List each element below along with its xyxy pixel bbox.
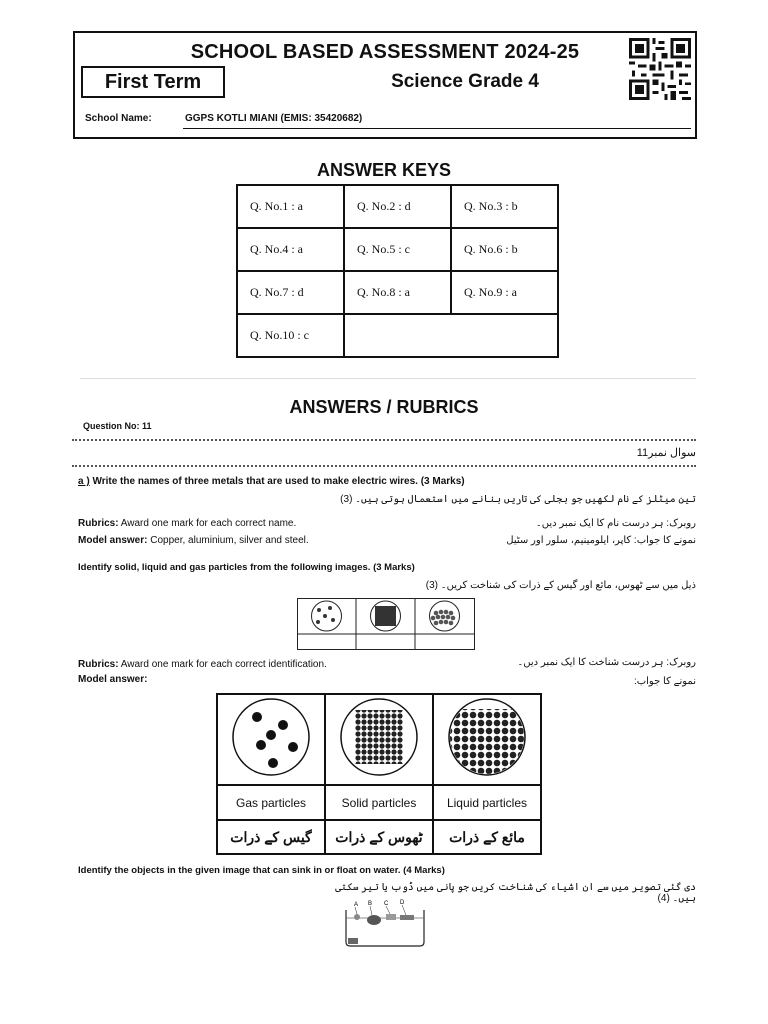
table-row bbox=[217, 785, 541, 820]
question-c-text: Identify the objects in the given image that can sink in or float on water. (4 Marks) bbox=[78, 865, 445, 876]
solid-particles-image bbox=[325, 694, 433, 785]
question-a-urdu: تین میٹلز کے نام لکھیں جو بجلی کی تاریں بنانے میں استعمال ہوتی ہیں۔ (3) bbox=[340, 494, 696, 505]
table-row bbox=[217, 694, 541, 785]
question-b-urdu: ذیل میں سے ٹھوس، مائع اور گیس کے ذرات کی شناخت کریں۔ (3) bbox=[425, 580, 696, 591]
water-tank-image bbox=[342, 898, 428, 948]
gas-particles-label: Gas particles bbox=[217, 785, 325, 820]
rubrics-label: Rubrics: bbox=[78, 518, 119, 529]
section-divider bbox=[80, 378, 696, 379]
qr-code-icon bbox=[629, 36, 691, 102]
document-title: SCHOOL BASED ASSESSMENT 2024-25 bbox=[190, 41, 580, 63]
question-c-urdu: دی گئی تصویر میں سے ان اشیاء کی شناخت کریں جو پانی میں ڈوب یا تیر سکتی ہیں۔ (4) bbox=[335, 882, 696, 904]
table-row bbox=[237, 228, 558, 271]
answers-rubrics-title: ANSWERS / RUBRICS bbox=[289, 397, 479, 417]
school-name-label: School Name: bbox=[85, 113, 152, 124]
answer-key-cell: Q. No.1 : a bbox=[237, 185, 344, 228]
gas-particles-image bbox=[217, 694, 325, 785]
question-b-text: Identify solid, liquid and gas particles from the following images. (3 Marks) bbox=[78, 562, 415, 573]
answer-key-cell: Q. No.6 : b bbox=[451, 228, 558, 271]
rubrics-b-urdu: روبرک: ہر درست شناخت کا ایک نمبر دیں۔ bbox=[517, 657, 696, 668]
answer-key-cell: Q. No.4 : a bbox=[237, 228, 344, 271]
question-a-text bbox=[78, 476, 465, 487]
school-name-value: GGPS KOTLI MIANI (EMIS: 35420682) bbox=[185, 113, 363, 124]
dotted-divider bbox=[72, 465, 696, 467]
model-answer-a bbox=[78, 535, 309, 546]
answer-key-cell: Q. No.2 : d bbox=[344, 185, 451, 228]
answer-key-cell: Q. No.7 : d bbox=[237, 271, 344, 314]
table-row bbox=[217, 820, 541, 854]
solid-particles-label: Solid particles bbox=[325, 785, 433, 820]
rubrics-label: Rubrics: bbox=[78, 659, 119, 670]
solid-particles-label-urdu: ٹھوس کے ذرات bbox=[325, 820, 433, 854]
model-answer-text: Copper, aluminium, silver and steel. bbox=[147, 535, 309, 546]
answer-key-cell: Q. No.10 : c bbox=[237, 314, 344, 357]
question-a-prefix: a ) bbox=[78, 476, 90, 487]
answer-keys-title: ANSWER KEYS bbox=[316, 160, 451, 180]
table-row bbox=[237, 185, 558, 228]
subject-title: Science Grade 4 bbox=[391, 71, 539, 92]
answer-key-cell: Q. No.9 : a bbox=[451, 271, 558, 314]
particle-question-diagram bbox=[297, 598, 475, 650]
model-answer-a-urdu: نمونے کا جواب: کاپر، ایلومینیم، سلور اور سٹیل bbox=[506, 535, 696, 546]
school-name-underline bbox=[183, 128, 691, 129]
answer-keys-table bbox=[236, 184, 559, 358]
rubrics-text: Award one mark for each correct identification. bbox=[118, 659, 327, 670]
tank-label-b: B bbox=[368, 901, 373, 907]
solid-particles-icon bbox=[337, 695, 421, 779]
rubrics-b bbox=[78, 659, 327, 670]
table-row bbox=[237, 314, 558, 357]
question-a-body: Write the names of three metals that are used to make electric wires. (3 Marks) bbox=[89, 476, 465, 487]
answer-key-cell: Q. No.8 : a bbox=[344, 271, 451, 314]
tank-label-d: D bbox=[400, 900, 405, 906]
answer-key-cell: Q. No.5 : c bbox=[344, 228, 451, 271]
liquid-particles-icon bbox=[445, 695, 529, 779]
gas-particles-label-urdu: گیس کے ذرات bbox=[217, 820, 325, 854]
gas-particles-icon bbox=[229, 695, 313, 779]
liquid-particles-label: Liquid particles bbox=[433, 785, 541, 820]
rubrics-a bbox=[78, 518, 296, 529]
liquid-particles-label-urdu: مائع کے ذرات bbox=[433, 820, 541, 854]
tank-label-a: A bbox=[354, 902, 359, 908]
question-number: Question No: 11 bbox=[83, 421, 152, 431]
model-answer-b-urdu: نمونے کا جواب: bbox=[633, 676, 696, 687]
header-box bbox=[73, 31, 697, 139]
rubrics-a-urdu: روبرک: ہر درست نام کا ایک نمبر دیں۔ bbox=[535, 518, 696, 529]
dotted-divider bbox=[72, 439, 696, 441]
tank-label-c: C bbox=[384, 901, 389, 907]
answer-key-cell: Q. No.3 : b bbox=[451, 185, 558, 228]
model-answer-b-label: Model answer: bbox=[78, 674, 148, 685]
table-row bbox=[237, 271, 558, 314]
answer-key-empty-cell bbox=[344, 314, 558, 357]
model-answer-label: Model answer: bbox=[78, 535, 148, 546]
liquid-particles-image bbox=[433, 694, 541, 785]
rubrics-text: Award one mark for each correct name. bbox=[118, 518, 297, 529]
particle-answer-table bbox=[216, 693, 542, 855]
question-number-urdu: سوال نمبر11 bbox=[636, 447, 696, 459]
term-badge: First Term bbox=[81, 66, 225, 98]
